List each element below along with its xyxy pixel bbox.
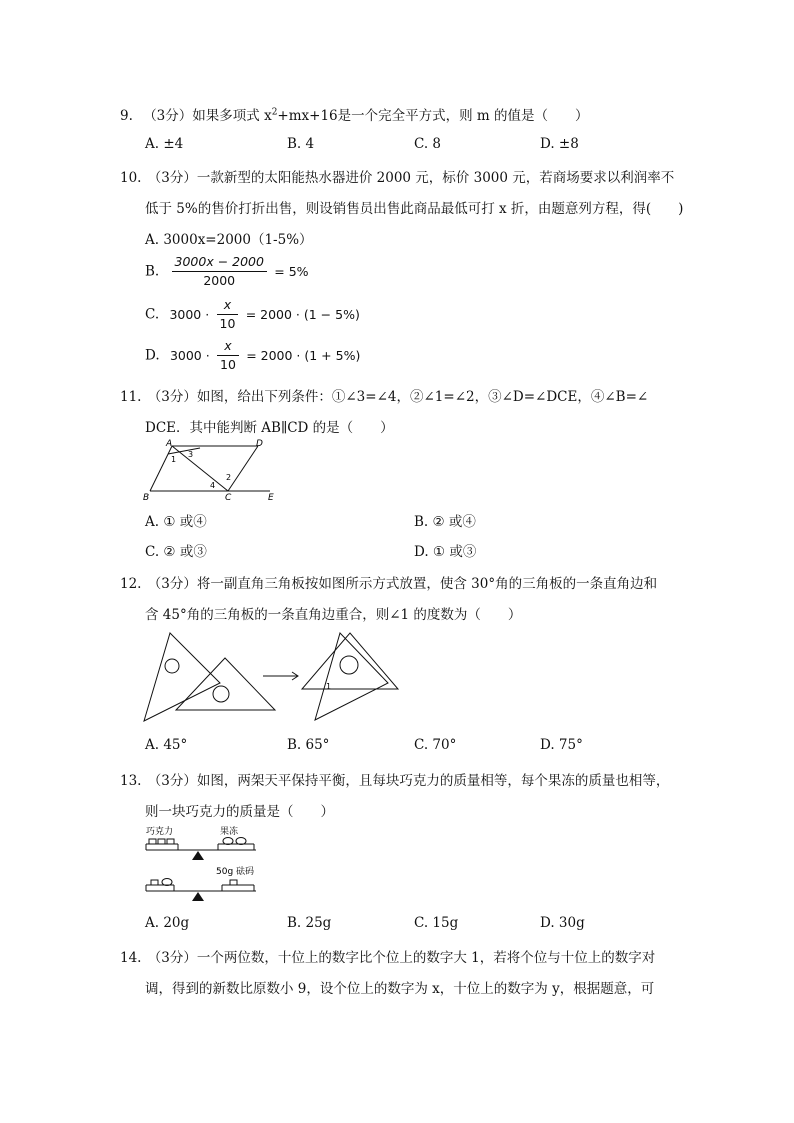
- option-a[interactable]: A. 3000x=2000（1-5%）: [145, 232, 313, 248]
- label-c: C: [225, 493, 232, 502]
- triangle-45-right: [302, 633, 398, 689]
- lhs: 3000 ·: [169, 348, 210, 363]
- question-14-stem-line2: 调，得到的新数比原数小 9，设个位上的数字为 x，十位上的数字为 y，根据题意，可: [145, 981, 655, 997]
- parallelogram-figure: [140, 436, 285, 502]
- question-number: 12.: [120, 576, 142, 592]
- label-4: 4: [210, 481, 216, 490]
- jelly-icon: [223, 838, 233, 845]
- triangle-hole: [340, 656, 358, 674]
- chocolate-icon: [158, 839, 165, 844]
- option-a[interactable]: A. ±4: [145, 136, 184, 152]
- question-number: 14.: [120, 950, 142, 966]
- question-number: 10.: [120, 170, 142, 186]
- question-12-stem-line2: 含 45°角的三角板的一条直角边重合，则∠1 的度数为（ ）: [145, 607, 522, 623]
- stem-text: （3分）将一副直角三角板按如图所示方式放置，使含 30°角的三角板的一条直角边和: [147, 576, 658, 592]
- question-14-stem-line1: [120, 946, 655, 966]
- chocolate-icon: [151, 880, 158, 885]
- triangle-hole: [213, 686, 229, 702]
- question-number: 11.: [120, 389, 142, 405]
- numerator: x: [217, 337, 239, 356]
- question-11-stem-line1: [120, 385, 648, 405]
- option-a[interactable]: A. 45°: [145, 737, 188, 753]
- label-jelly: 果冻: [220, 827, 239, 837]
- stem-text: （3分）如图，两架天平保持平衡，且每块巧克力的质量相等，每个果冻的质量也相等，: [147, 773, 670, 789]
- option-d[interactable]: [145, 337, 360, 374]
- option-label: C.: [145, 306, 160, 323]
- segment-ab: [150, 446, 172, 491]
- jelly-icon: [236, 838, 246, 845]
- fraction: [172, 253, 267, 290]
- option-c[interactable]: [145, 296, 360, 333]
- option-b[interactable]: B. 65°: [287, 737, 330, 753]
- stem-text: +mx+16是一个完全平方式，则 m 的值是（ ）: [277, 108, 589, 124]
- segment-ac: [172, 446, 228, 491]
- question-13-stem-line2: 则一块巧克力的质量是（ ）: [145, 804, 334, 820]
- jelly-icon: [162, 879, 172, 886]
- stem-text: （3分）如图，给出下列条件：①∠3=∠4，②∠1=∠2，③∠D=∠DCE，④∠B=∠: [147, 389, 649, 405]
- label-e: E: [268, 493, 274, 502]
- triangle-boards-figure: [140, 628, 410, 728]
- denominator: 10: [220, 357, 236, 372]
- label-d: D: [256, 439, 263, 449]
- option-a[interactable]: A. 20g: [145, 915, 190, 931]
- stem-text: （3分）一款新型的太阳能热水器进价 2000 元，标价 3000 元，若商场要求以利润率不: [147, 170, 675, 186]
- exponent: 2: [271, 107, 278, 118]
- label-weight: 50g 砝码: [216, 867, 255, 877]
- option-c[interactable]: C. ② 或③: [145, 544, 207, 560]
- option-b[interactable]: [145, 253, 309, 290]
- stem-text: （3分）如果多项式 x: [143, 108, 272, 124]
- numerator: 3000x − 2000: [172, 253, 267, 272]
- option-b[interactable]: B. ② 或④: [414, 514, 476, 530]
- label-1: 1: [171, 455, 177, 464]
- segment-aux: [168, 448, 200, 454]
- fraction: [217, 337, 239, 374]
- triangle-30-right: [315, 633, 388, 720]
- option-c[interactable]: C. 15g: [414, 915, 459, 931]
- question-number: 9.: [120, 108, 133, 124]
- option-label: D.: [145, 347, 160, 364]
- option-c[interactable]: C. 8: [414, 136, 442, 152]
- triangle-30-left: [144, 633, 220, 721]
- chocolate-icon: [167, 839, 174, 844]
- fulcrum-icon: [192, 892, 204, 901]
- denominator: 10: [219, 316, 236, 331]
- angle-label-1: 1: [326, 682, 332, 691]
- option-d[interactable]: D. ±8: [540, 136, 579, 152]
- option-a[interactable]: A. ① 或④: [145, 514, 207, 530]
- label-b: B: [143, 493, 150, 502]
- fulcrum-icon: [192, 851, 204, 860]
- weight-icon: [230, 880, 237, 885]
- label-chocolate: 巧克力: [146, 827, 174, 837]
- label-2: 2: [226, 473, 232, 482]
- option-d[interactable]: D. ① 或③: [414, 544, 477, 560]
- stem-text: （3分）一个两位数，十位上的数字比个位上的数字大 1，若将个位与十位上的数字对: [147, 950, 656, 966]
- option-d[interactable]: D. 30g: [540, 915, 585, 931]
- rhs: = 5%: [274, 264, 309, 279]
- question-13-stem-line1: [120, 769, 669, 789]
- question-11-stem-line2: DCE．其中能判断 AB∥CD 的是（ ）: [145, 420, 394, 436]
- fraction: [217, 296, 239, 333]
- chocolate-icon: [149, 839, 156, 844]
- question-12-stem-line1: [120, 572, 657, 592]
- lhs: 3000 ·: [169, 307, 210, 322]
- question-9-stem: [120, 104, 589, 124]
- option-label: B.: [145, 263, 160, 280]
- denominator: 2000: [203, 273, 236, 288]
- triangle-45-left: [176, 658, 275, 710]
- balance-scales-figure: [140, 824, 270, 906]
- question-number: 13.: [120, 773, 142, 789]
- label-3: 3: [188, 450, 194, 459]
- option-b[interactable]: B. 25g: [287, 915, 332, 931]
- question-10-stem-line2: 低于 5%的售价打折出售，则设销售员出售此商品最低可打 x 折，由题意列方程，得( ): [145, 201, 684, 217]
- triangle-hole: [165, 659, 179, 673]
- option-c[interactable]: C. 70°: [414, 737, 457, 753]
- question-10-stem-line1: [120, 166, 674, 186]
- rhs: = 2000 · (1 − 5%): [245, 307, 360, 322]
- label-a: A: [166, 439, 173, 449]
- option-d[interactable]: D. 75°: [540, 737, 583, 753]
- numerator: x: [217, 296, 239, 315]
- segment-dc: [228, 446, 258, 491]
- option-b[interactable]: B. 4: [287, 136, 315, 152]
- rhs: = 2000 · (1 + 5%): [246, 348, 361, 363]
